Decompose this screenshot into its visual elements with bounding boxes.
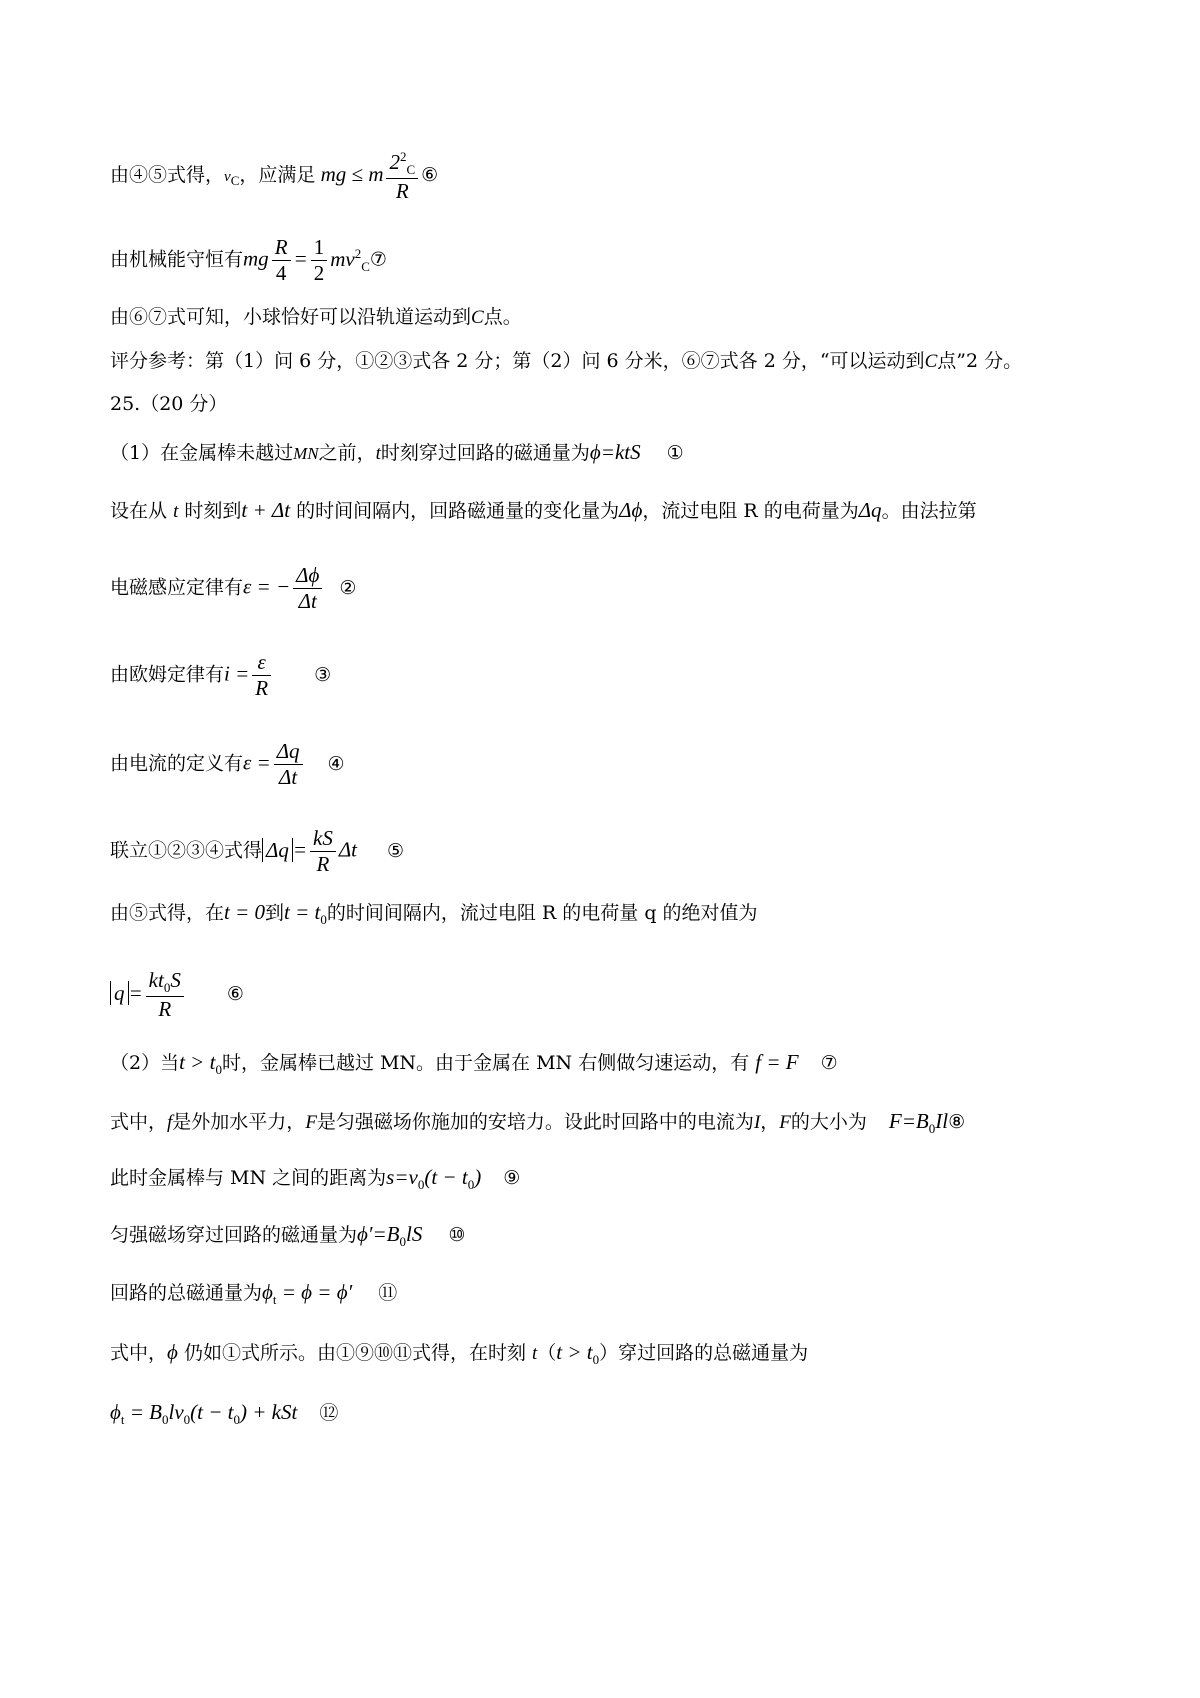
line-1: 由④⑤式得，$v_C$，应满足 mg ≤ m $\frac{2^2_C}{R}$ ⑥	[110, 149, 439, 204]
line-10: 由电流的定义有ε = $\frac{\Delta q}{\Delta t}$ ④	[110, 739, 345, 789]
line-11: 联立①②③④式得 Δq = $\frac{kS}{R}$ Δt ⑤	[110, 826, 405, 876]
line-6: （1）在金属棒未越过MN之前，t时刻穿过回路的磁通量为ϕ=ktS ①	[110, 440, 684, 464]
fraction: $\frac{kS}{R}$	[310, 828, 336, 875]
line-16: 此时金属棒与 MN 之间的距离为$s=v_0(t - t_0)$ ⑨	[110, 1165, 521, 1193]
problem-number: 25.（20 分）	[110, 393, 228, 415]
line-20: $\phi_t = B_0lv_0(t - t_0)$ + kSt ⑫	[110, 1400, 339, 1428]
fraction: $\frac{\varepsilon}{R}$	[252, 652, 271, 699]
fraction: $\frac{1}{2}$	[311, 237, 328, 284]
line-9: 由欧姆定律有i = $\frac{\varepsilon}{R}$ ③	[110, 650, 332, 700]
line-14: （2）当$t > t_0$时，金属棒已越过 MN。由于金属在 MN 右侧做匀速运动，有 f = F ⑦	[110, 1050, 838, 1078]
line-2: 由机械能守恒有mg $\frac{R}{4}$ = $\frac{1}{2}$ $mv^2_C⑦$	[110, 235, 387, 285]
line-4: 评分参考：第（1）问 6 分，①②③式各 2 分；第（2）问 6 分米，⑥⑦式各 2 分，“可以运动到C点”2 分。	[110, 350, 1023, 372]
line-12: 由⑤式得，在t = 0到$t = t_0$的时间间隔内，流过电阻 R 的电荷量 q 的绝对值为	[110, 900, 758, 928]
line-7: 设在从 t 时刻到t + Δt 的时间间隔内，回路磁通量的变化量为Δϕ，流过电阻 R 的电荷量为Δq。由法拉第	[110, 498, 977, 522]
line-19: 式中，ϕ 仍如①式所示。由①⑨⑩⑪式得，在时刻 $t(t > t_0)$穿过回路的总磁通量为	[110, 1340, 809, 1368]
fraction: $\frac{\Delta\phi}{\Delta t}$	[293, 565, 322, 612]
line-3: 由⑥⑦式可知，小球恰好可以沿轨道运动到C点。	[110, 306, 522, 328]
line-8: 电磁感应定律有ε = − $\frac{\Delta\phi}{\Delta t}$ ②	[110, 563, 357, 613]
line-13: q = $\frac{kt_0S}{R}$ ⑥	[110, 970, 244, 1020]
line-17: 匀强磁场穿过回路的磁通量为$\phi'=B_0lS$ ⑩	[110, 1222, 466, 1250]
line-18: 回路的总磁通量为$\phi_t = \phi = \phi'$ ⑪	[110, 1280, 398, 1308]
fraction: $\frac{\Delta q}{\Delta t}$	[274, 741, 303, 788]
fraction: $\frac{R}{4}$	[272, 237, 291, 284]
line-15: 式中，f是外加水平力，F是匀强磁场你施加的安培力。设此时回路中的电流为I，F的大小为 $F=B_0Il⑧$	[110, 1109, 966, 1137]
fraction: $\frac{kt_0S}{R}$	[146, 970, 184, 1020]
fraction: $\frac{2^2_C}{R}$	[386, 150, 418, 202]
